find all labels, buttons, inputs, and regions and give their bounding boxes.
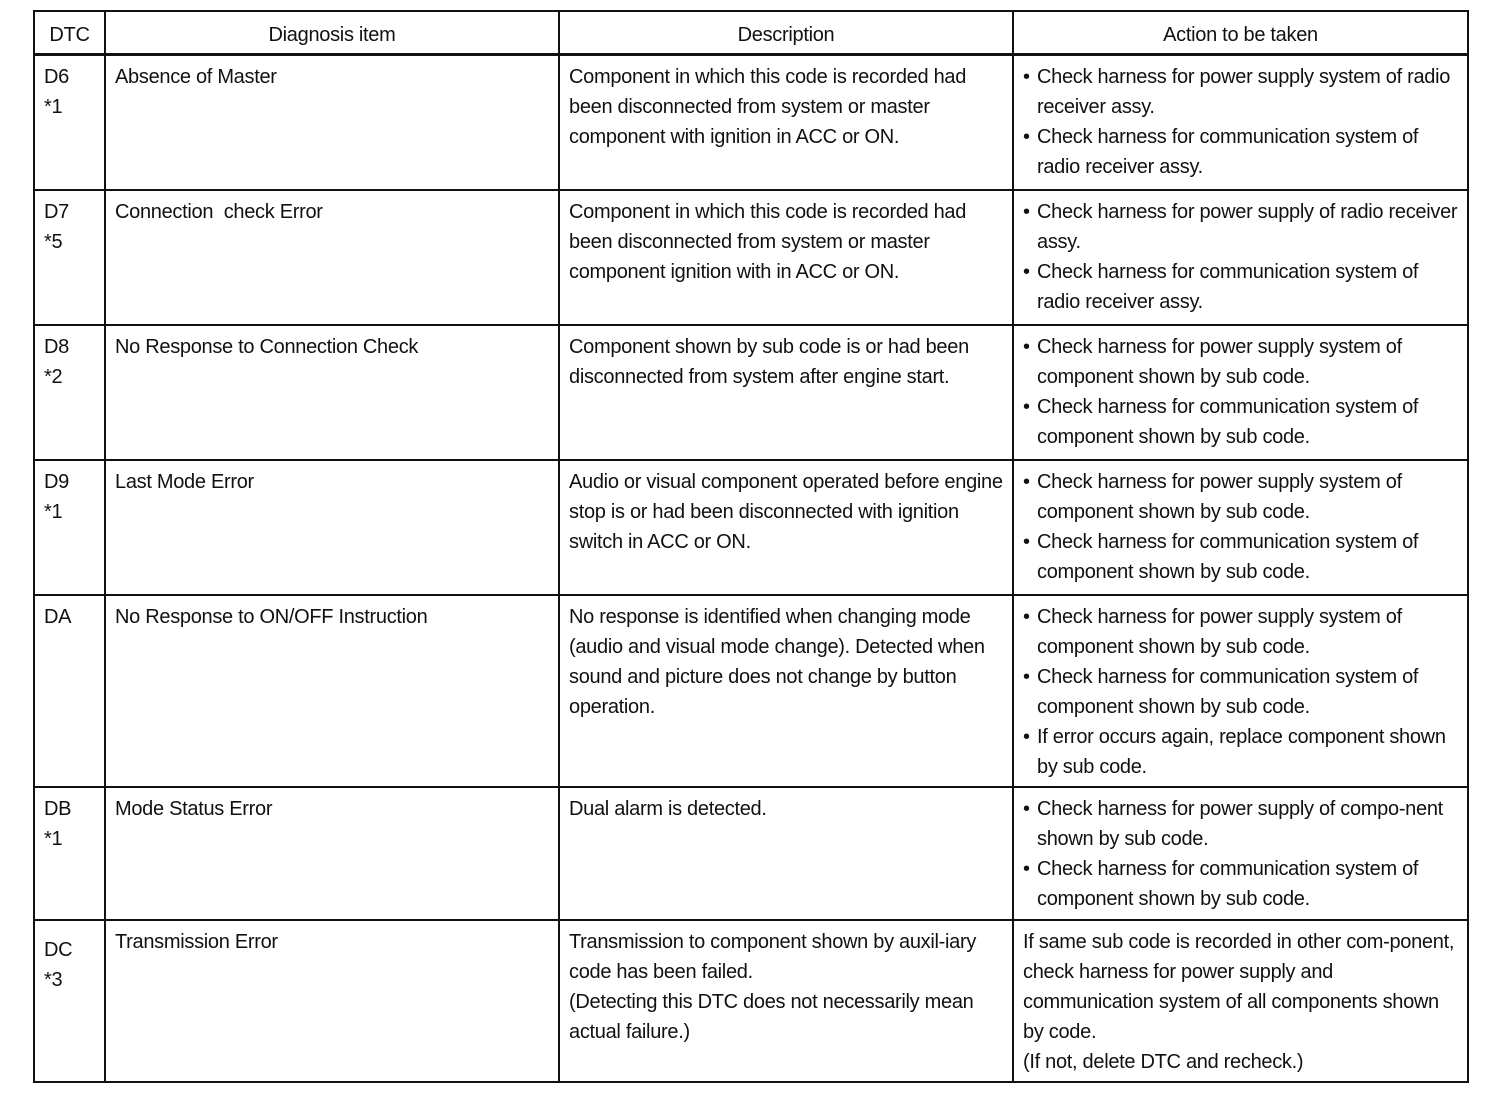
table-row — [34, 920, 1468, 1082]
header-description: Description — [559, 11, 1013, 55]
action-item: • If error occurs again, replace component shown by sub code. — [1023, 722, 1459, 782]
description-text: Component shown by sub code is or had been disconnected from system after engine start. — [569, 335, 969, 388]
action-text: If same sub code is recorded in other com-ponent, check harness for power supply and communication system of all components shown by code. — [1023, 930, 1455, 1043]
action-item: • Check harness for power supply system of radio receiver assy. — [1023, 62, 1459, 122]
dtc-note: *1 — [44, 500, 63, 523]
dtc-code: D8 — [44, 335, 69, 358]
dtc-note: *1 — [44, 827, 63, 850]
description-text: Transmission to component shown by auxil-iary code has been failed. — [569, 930, 977, 983]
diagnosis-item: Transmission Error — [105, 920, 559, 1082]
action-item: • Check harness for power supply system of component shown by sub code. — [1023, 467, 1459, 527]
dtc-code: DA — [44, 605, 72, 628]
table-row — [34, 595, 1468, 787]
dtc-code-cell — [34, 190, 105, 325]
action-cell — [1013, 787, 1468, 920]
dtc-code-cell — [34, 920, 105, 1082]
diagnosis-item: Connection check Error — [105, 190, 559, 325]
action-cell — [1013, 55, 1468, 190]
description-cell — [559, 55, 1013, 190]
action-cell — [1013, 460, 1468, 595]
table-row — [34, 460, 1468, 595]
action-item: • Check harness for communication system of radio receiver assy. — [1023, 122, 1459, 182]
table-row — [34, 787, 1468, 920]
action-item: • Check harness for power supply of radio receiver assy. — [1023, 197, 1459, 257]
dtc-code: D9 — [44, 470, 69, 493]
diagnosis-item: No Response to Connection Check — [105, 325, 559, 460]
description-text: No response is identified when changing mode (audio and visual mode change). Detected when sound and picture does not change by button operation. — [569, 605, 985, 718]
action-item: • Check harness for power supply system of component shown by sub code. — [1023, 332, 1459, 392]
action-cell — [1013, 920, 1468, 1082]
action-item: • Check harness for communication system of component shown by sub code. — [1023, 527, 1459, 587]
action-cell — [1013, 595, 1468, 787]
diagnosis-item: Last Mode Error — [105, 460, 559, 595]
header-action: Action to be taken — [1013, 11, 1468, 55]
dtc-note: *2 — [44, 365, 63, 388]
dtc-note: *1 — [44, 96, 63, 118]
diagnosis-item: Mode Status Error — [105, 787, 559, 920]
header-row — [34, 11, 1468, 55]
action-item: • Check harness for communication system of component shown by sub code. — [1023, 854, 1459, 914]
dtc-note: *3 — [44, 968, 63, 991]
action-item: • Check harness for power supply system of component shown by sub code. — [1023, 602, 1459, 662]
table-row — [34, 325, 1468, 460]
action-item: • Check harness for communication system of component shown by sub code. — [1023, 392, 1459, 452]
dtc-code: DC — [44, 938, 73, 961]
dtc-code-cell — [34, 55, 105, 190]
action-cell — [1013, 190, 1468, 325]
dtc-code-cell — [34, 460, 105, 595]
description-cell — [559, 325, 1013, 460]
description-note: (Detecting this DTC does not necessarily mean actual failure.) — [569, 990, 974, 1043]
description-text: Audio or visual component operated before engine stop is or had been disconnected with ignition switch in ACC or ON. — [569, 470, 1003, 553]
action-note: (If not, delete DTC and recheck.) — [1023, 1050, 1304, 1073]
description-cell — [559, 595, 1013, 787]
action-cell — [1013, 325, 1468, 460]
action-item: • Check harness for communication system of radio receiver assy. — [1023, 257, 1459, 317]
table-row — [34, 190, 1468, 325]
dtc-code: D6 — [44, 66, 69, 88]
header-dtc: DTC — [34, 11, 105, 55]
dtc-code-cell — [34, 325, 105, 460]
dtc-code-cell — [34, 787, 105, 920]
table-row — [34, 55, 1468, 190]
description-text: Component in which this code is recorded had been disconnected from system or master component ignition with in ACC or ON. — [569, 200, 967, 283]
description-cell — [559, 920, 1013, 1082]
description-text: Dual alarm is detected. — [569, 797, 767, 820]
description-cell — [559, 190, 1013, 325]
dtc-table — [33, 10, 1469, 1083]
diagnosis-item: Absence of Master — [105, 55, 559, 190]
dtc-code: D7 — [44, 200, 69, 223]
action-item: • Check harness for power supply of compo-nent shown by sub code. — [1023, 794, 1459, 854]
dtc-code-cell — [34, 595, 105, 787]
action-item: • Check harness for communication system of component shown by sub code. — [1023, 662, 1459, 722]
dtc-note: *5 — [44, 230, 63, 253]
description-cell — [559, 787, 1013, 920]
diagnosis-item: No Response to ON/OFF Instruction — [105, 595, 559, 787]
header-diagnosis-item: Diagnosis item — [105, 11, 559, 55]
description-cell — [559, 460, 1013, 595]
description-text: Component in which this code is recorded had been disconnected from system or master component with ignition in ACC or ON. — [569, 66, 967, 148]
dtc-code: DB — [44, 797, 72, 820]
